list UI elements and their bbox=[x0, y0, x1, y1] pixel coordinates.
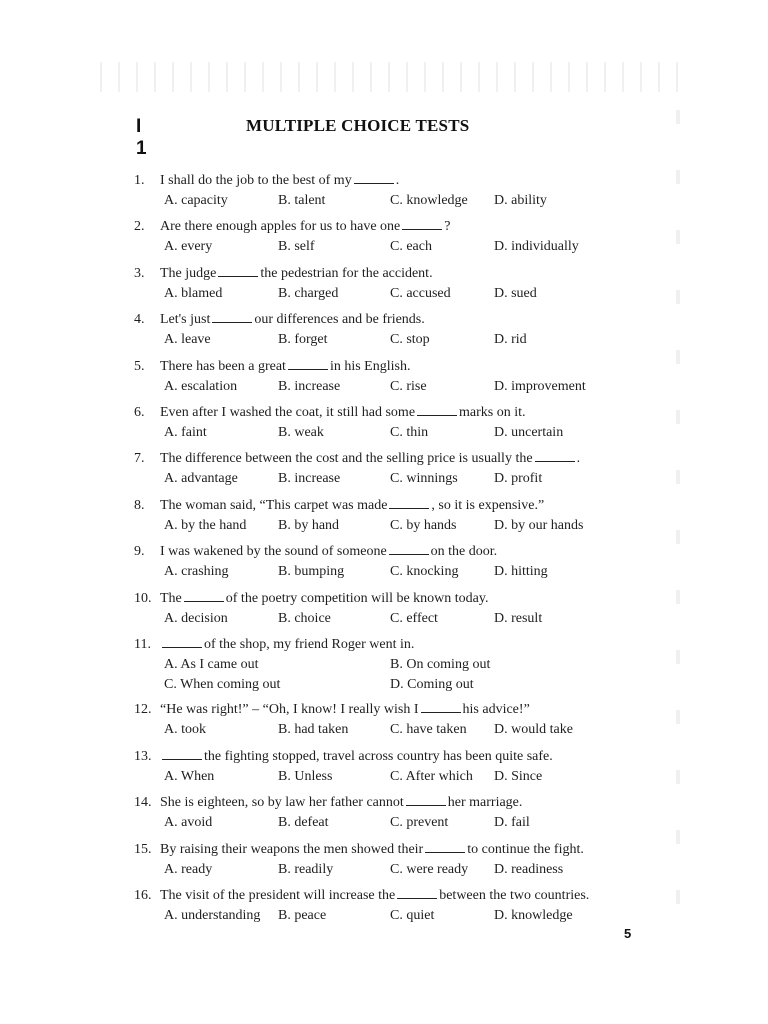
options-row bbox=[134, 377, 654, 396]
question-item bbox=[134, 310, 654, 349]
answer-option[interactable]: A. took bbox=[164, 722, 206, 738]
answer-option[interactable]: D. hitting bbox=[494, 564, 548, 580]
question-text-before-blank: Even after I washed the coat, it still had some bbox=[160, 405, 416, 420]
options-row bbox=[134, 609, 654, 628]
question-stem bbox=[134, 217, 654, 236]
question-item bbox=[134, 496, 654, 535]
answer-blank bbox=[425, 840, 465, 853]
question-text-after-blank: between the two countries. bbox=[439, 888, 590, 903]
answer-option[interactable]: B. peace bbox=[278, 908, 327, 923]
options-row bbox=[134, 860, 654, 879]
question-number: 7. bbox=[134, 451, 145, 467]
question-item bbox=[134, 793, 654, 832]
question-text-before-blank: The difference between the cost and the selling price is usually the bbox=[160, 451, 533, 467]
question-text-after-blank: her marriage. bbox=[447, 795, 523, 811]
question-stem bbox=[134, 793, 654, 812]
question-item bbox=[134, 449, 654, 488]
question-item bbox=[134, 171, 654, 210]
question-text-before-blank: Let's just bbox=[160, 312, 211, 328]
question-item bbox=[134, 747, 654, 786]
question-number: 1. bbox=[134, 173, 145, 188]
answer-option[interactable]: D. knowledge bbox=[494, 908, 573, 923]
answer-blank bbox=[212, 310, 252, 323]
options-row bbox=[134, 813, 654, 832]
question-number: 8. bbox=[134, 497, 145, 513]
answer-option[interactable]: B. defeat bbox=[278, 815, 329, 831]
answer-option[interactable]: B. by hand bbox=[278, 517, 340, 533]
answer-option[interactable]: B. bumping bbox=[278, 564, 345, 580]
answer-option[interactable]: A. by the hand bbox=[164, 517, 247, 533]
question-item bbox=[134, 589, 654, 628]
question-number: 14. bbox=[134, 795, 152, 811]
page-title: MULTIPLE CHOICE TESTS bbox=[246, 116, 470, 135]
answer-option[interactable]: D. rid bbox=[494, 332, 527, 348]
answer-blank bbox=[397, 886, 437, 899]
answer-option[interactable]: D. Coming out bbox=[390, 677, 474, 692]
answer-blank bbox=[162, 747, 202, 760]
section-mark bbox=[136, 116, 147, 160]
question-text-after-blank: , so it is expensive.” bbox=[431, 497, 545, 513]
question-stem bbox=[134, 496, 654, 515]
answer-option[interactable]: B. talent bbox=[278, 193, 326, 208]
question-stem bbox=[134, 357, 654, 376]
question-stem bbox=[134, 589, 654, 608]
answer-option[interactable]: D. profit bbox=[494, 471, 543, 487]
answer-option[interactable]: A. crashing bbox=[164, 564, 229, 580]
question-text-before-blank: There has been a great bbox=[160, 358, 286, 374]
section-mark-roman: I bbox=[136, 116, 142, 137]
question-text-before-blank: Are there enough apples for us to have one bbox=[160, 219, 401, 235]
question-text-after-blank: marks on it. bbox=[459, 405, 526, 420]
page-number: 5 bbox=[624, 926, 632, 941]
answer-blank bbox=[218, 264, 258, 277]
question-text-after-blank: of the shop, my friend Roger went in. bbox=[204, 637, 415, 652]
options-row bbox=[134, 423, 654, 442]
question-text-after-blank: our differences and be friends. bbox=[254, 312, 425, 328]
answer-option[interactable]: C. knowledge bbox=[390, 193, 468, 208]
answer-option[interactable]: C. were ready bbox=[390, 861, 469, 877]
question-stem bbox=[134, 635, 654, 654]
answer-option[interactable]: D. readiness bbox=[494, 861, 564, 877]
question-text-after-blank: the fighting stopped, travel across country has been quite safe. bbox=[204, 748, 553, 764]
question-item bbox=[134, 357, 654, 396]
answer-option[interactable]: A. faint bbox=[164, 425, 207, 440]
section-mark-number: 1 bbox=[136, 138, 147, 159]
question-stem bbox=[134, 449, 654, 468]
answer-option[interactable]: D. ability bbox=[494, 193, 547, 208]
question-number: 9. bbox=[134, 544, 145, 560]
question-stem bbox=[134, 264, 654, 283]
question-text-before-blank: The visit of the president will increase the bbox=[160, 888, 396, 903]
question-text-before-blank: The bbox=[160, 590, 182, 606]
answer-option[interactable]: B. had taken bbox=[278, 722, 349, 738]
answer-option[interactable]: C. thin bbox=[390, 425, 429, 440]
answer-blank bbox=[389, 496, 429, 509]
question-number: 11. bbox=[134, 637, 151, 652]
question-item bbox=[134, 264, 654, 303]
answer-option[interactable]: D. result bbox=[494, 610, 543, 626]
answer-option[interactable]: A. understanding bbox=[164, 908, 261, 923]
question-stem bbox=[134, 747, 654, 766]
question-stem bbox=[134, 840, 654, 859]
answer-option[interactable]: D. by our hands bbox=[494, 517, 584, 533]
answer-option[interactable]: D. fail bbox=[494, 815, 530, 831]
options-row bbox=[134, 191, 654, 210]
question-item bbox=[134, 217, 654, 256]
answer-option[interactable]: B. weak bbox=[278, 425, 324, 440]
question-number: 3. bbox=[134, 265, 145, 281]
options-row bbox=[134, 675, 654, 694]
question-item bbox=[134, 700, 654, 739]
options-row bbox=[134, 906, 654, 925]
answer-option[interactable]: C. winnings bbox=[390, 471, 458, 487]
options-row bbox=[134, 469, 654, 488]
answer-blank bbox=[406, 793, 446, 806]
answer-option[interactable]: A. every bbox=[164, 239, 213, 255]
answer-blank bbox=[162, 635, 202, 648]
answer-option[interactable]: B. Unless bbox=[278, 768, 333, 784]
answer-blank bbox=[288, 357, 328, 370]
question-number: 2. bbox=[134, 219, 145, 235]
question-text-after-blank: his advice!” bbox=[462, 702, 530, 718]
question-text-before-blank: She is eighteen, so by law her father cannot bbox=[160, 795, 404, 811]
answer-option[interactable]: C. each bbox=[390, 239, 432, 255]
options-row bbox=[134, 767, 654, 786]
answer-option[interactable]: C. knocking bbox=[390, 564, 459, 580]
answer-option[interactable]: C. When coming out bbox=[164, 677, 281, 692]
question-item bbox=[134, 635, 654, 694]
question-number: 10. bbox=[134, 590, 152, 606]
answer-option[interactable]: B. readily bbox=[278, 861, 334, 877]
answer-option[interactable]: C. prevent bbox=[390, 815, 449, 831]
answer-option[interactable]: C. stop bbox=[390, 332, 430, 348]
question-number: 13. bbox=[134, 748, 152, 764]
answer-option[interactable]: A. When bbox=[164, 768, 215, 784]
question-text-after-blank: the pedestrian for the accident. bbox=[260, 265, 433, 281]
options-row bbox=[134, 720, 654, 739]
question-text-before-blank: The judge bbox=[160, 265, 217, 281]
answer-option[interactable]: C. by hands bbox=[390, 517, 457, 533]
question-item bbox=[134, 403, 654, 442]
answer-option[interactable]: A. escalation bbox=[164, 378, 238, 394]
answer-option[interactable]: D. Since bbox=[494, 768, 543, 784]
answer-option[interactable]: C. After which bbox=[390, 768, 473, 784]
question-text-before-blank: “He was right!” – “Oh, I know! I really wish I bbox=[160, 702, 419, 718]
answer-option[interactable]: B. forget bbox=[278, 332, 328, 348]
answer-option[interactable]: B. choice bbox=[278, 610, 331, 626]
question-text-after-blank: on the door. bbox=[430, 544, 498, 560]
answer-option[interactable]: C. rise bbox=[390, 378, 427, 394]
answer-blank bbox=[354, 171, 394, 184]
answer-option[interactable]: A. ready bbox=[164, 861, 213, 877]
options-row bbox=[134, 562, 654, 581]
options-row bbox=[134, 655, 654, 674]
question-stem bbox=[134, 310, 654, 329]
answer-blank bbox=[389, 542, 429, 555]
answer-option[interactable]: B. self bbox=[278, 239, 315, 255]
question-text-before-blank: The woman said, “This carpet was made bbox=[160, 497, 388, 513]
question-stem bbox=[134, 886, 654, 905]
answer-option[interactable]: C. quiet bbox=[390, 908, 435, 923]
answer-option[interactable]: C. effect bbox=[390, 610, 438, 626]
question-number: 4. bbox=[134, 312, 145, 328]
question-text-before-blank: By raising their weapons the men showed their bbox=[160, 841, 424, 857]
question-number: 16. bbox=[134, 888, 152, 903]
question-text-after-blank: . bbox=[395, 173, 400, 188]
options-row bbox=[134, 516, 654, 535]
question-number: 12. bbox=[134, 702, 152, 718]
question-number: 5. bbox=[134, 358, 145, 374]
answer-option[interactable]: A. decision bbox=[164, 610, 228, 626]
question-text-before-blank: I was wakened by the sound of someone bbox=[160, 544, 387, 560]
answer-option[interactable]: D. improvement bbox=[494, 378, 586, 394]
answer-option[interactable]: A. leave bbox=[164, 332, 211, 348]
answer-blank bbox=[535, 449, 575, 462]
answer-option[interactable]: B. increase bbox=[278, 471, 341, 487]
answer-option[interactable]: B. On coming out bbox=[390, 657, 491, 672]
answer-option[interactable]: B. increase bbox=[278, 378, 341, 394]
answer-option[interactable]: D. sued bbox=[494, 285, 537, 301]
answer-option[interactable]: D. individually bbox=[494, 239, 579, 255]
answer-option[interactable]: D. would take bbox=[494, 722, 573, 738]
question-item bbox=[134, 886, 654, 925]
answer-blank bbox=[417, 403, 457, 416]
options-row bbox=[134, 237, 654, 256]
question-text-after-blank: in his English. bbox=[329, 358, 411, 374]
bleed-through-marks bbox=[100, 62, 680, 92]
question-number: 15. bbox=[134, 841, 152, 857]
question-stem bbox=[134, 542, 654, 561]
answer-option[interactable]: A. avoid bbox=[164, 815, 213, 831]
answer-option[interactable]: A. blamed bbox=[164, 285, 223, 301]
answer-blank bbox=[421, 700, 461, 713]
question-number: 6. bbox=[134, 405, 145, 420]
question-text-after-blank: ? bbox=[444, 219, 451, 235]
answer-option[interactable]: B. charged bbox=[278, 285, 339, 301]
answer-blank bbox=[402, 217, 442, 230]
question-text-after-blank: of the poetry competition will be known today. bbox=[225, 590, 489, 606]
question-stem bbox=[134, 700, 654, 719]
bleed-through-marks-right bbox=[676, 110, 680, 910]
question-item bbox=[134, 840, 654, 879]
answer-option[interactable]: C. have taken bbox=[390, 722, 467, 738]
question-text-after-blank: . bbox=[576, 451, 581, 467]
question-stem bbox=[134, 171, 654, 190]
question-item bbox=[134, 542, 654, 581]
options-row bbox=[134, 330, 654, 349]
answer-option[interactable]: A. As I came out bbox=[164, 657, 259, 672]
question-stem bbox=[134, 403, 654, 422]
answer-option[interactable]: D. uncertain bbox=[494, 425, 564, 440]
answer-blank bbox=[184, 589, 224, 602]
question-text-before-blank: I shall do the job to the best of my bbox=[160, 173, 352, 188]
options-row bbox=[134, 284, 654, 303]
answer-option[interactable]: A. capacity bbox=[164, 193, 228, 208]
answer-option[interactable]: A. advantage bbox=[164, 471, 238, 487]
question-text-after-blank: to continue the fight. bbox=[467, 841, 584, 857]
answer-option[interactable]: C. accused bbox=[390, 285, 451, 301]
